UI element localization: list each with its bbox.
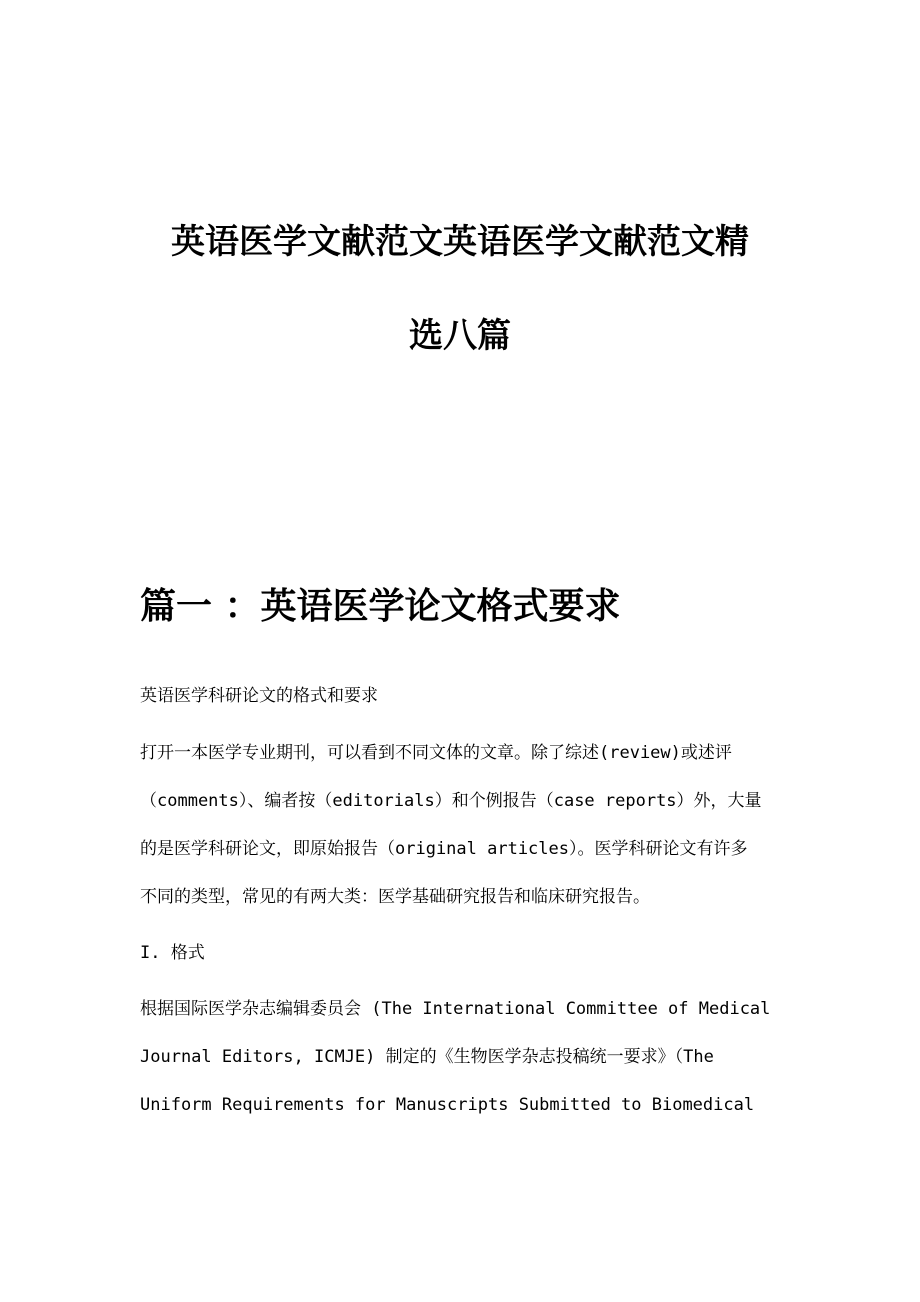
body-text-line: Uniform Requirements for Manuscripts Submitted to Biomedical	[140, 1095, 755, 1115]
body-text-line: 不同的类型，常见的有两大类：医学基础研究报告和临床研究报告。	[140, 887, 650, 907]
document-title-line-2: 选八篇	[409, 316, 511, 356]
body-text-line: Journal Editors, ICMJE) 制定的《生物医学杂志投稿统一要求》（The	[140, 1047, 714, 1067]
section-heading: 篇一 ：英语医学论文格式要求	[140, 585, 621, 627]
document-title-line-1: 英语医学文献范文英语医学文献范文精	[171, 222, 749, 262]
format-section-label: I. 格式	[140, 943, 205, 963]
body-text-line: 的是医学科研论文，即原始报告（original articles）。医学科研论文有许多	[140, 839, 748, 859]
body-text-line: （comments）、编者按（editorials）和个例报告（case reports）外，大量	[140, 791, 762, 811]
body-text-line: 打开一本医学专业期刊，可以看到不同文体的文章。除了综述(review)或述评	[140, 743, 732, 763]
subheading-format-requirements: 英语医学科研论文的格式和要求	[140, 686, 378, 706]
body-text-line: 根据国际医学杂志编辑委员会 (The International Committee of Medical	[140, 999, 771, 1019]
